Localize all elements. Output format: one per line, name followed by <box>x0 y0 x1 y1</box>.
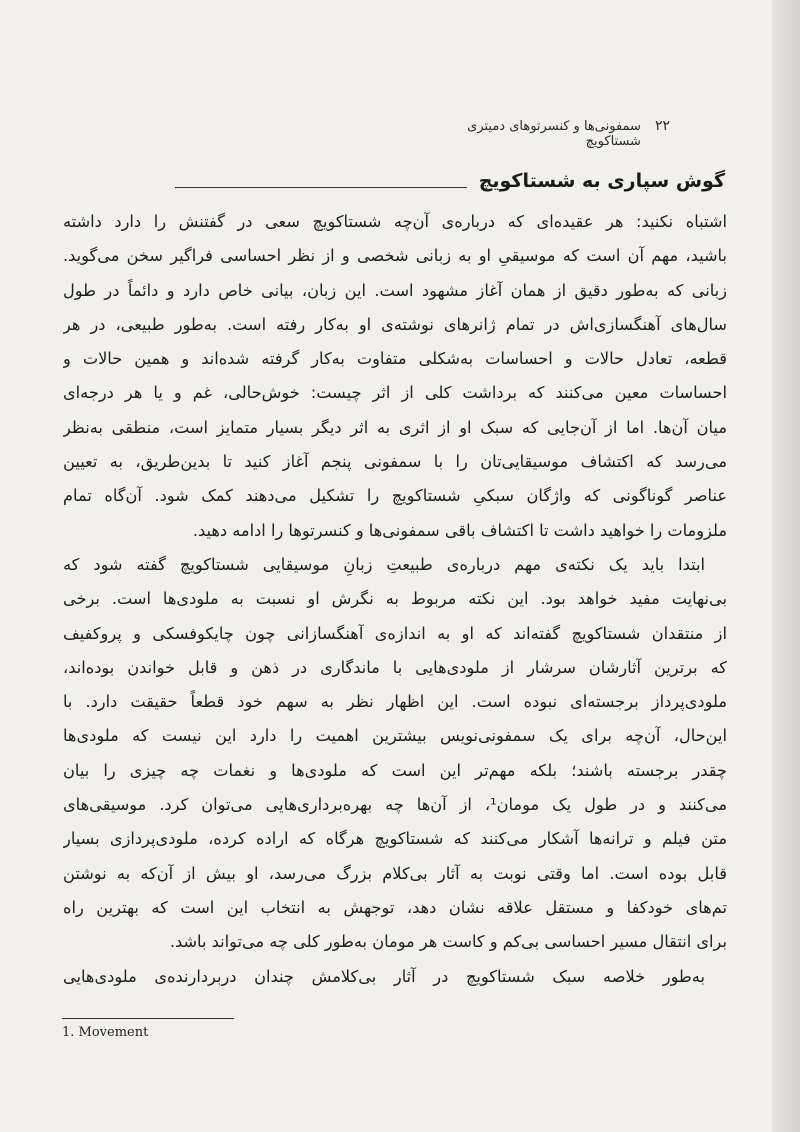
text-line: برای انتقال مسیر احساسی بی‌کم و کاست هر مومان به‌طور کلی چه می‌تواند باشد. <box>169 932 727 952</box>
section-heading <box>65 170 725 200</box>
text-line: تم‌های خودکفا و مستقل علاقه نشان دهد، توجهش به انتخاب این است که بهترین راه <box>63 897 727 917</box>
text-line: زبانی که به‌طور دقیق از همان آغاز مشهود است. این زبان، بیانی خاص دارد و دائماً در طول <box>63 280 727 300</box>
running-title: سمفونی‌ها و کنسرتوهای دمیتری شستاکویچ <box>467 119 641 149</box>
text-line: ابتدا باید یک نکته‌ی مهم درباره‌ی طبیعتِ زبانِ موسیقایی شستاکویچ گفته شود که <box>63 554 705 574</box>
text-line: قطعه، تعادل حالات و احساسات به‌شکلی متفاوت به‌کار گرفته شده‌اند و همین حالات و <box>63 349 727 369</box>
text-line: سال‌های آهنگسازی‌اش در تمام ژانرهای نوشته‌ی او به‌کار رفته است. به‌طور طبیعی، در هر <box>63 314 727 334</box>
text-line: که برترین آثارشان سرشار از ملودی‌هایی با ماندگاری در ذهن و قابل خواندن بوده‌اند، <box>63 657 727 677</box>
heading-rule <box>175 187 467 188</box>
text-line: عناصر گوناگونی که واژگان سبکیِ شستاکویچ را تشکیل می‌دهند کمک شود. آن‌گاه تمام <box>63 486 727 506</box>
text-line: بی‌نهایت مفید خواهد بود. این نکته مربوط به نگرش او نسبت به ملودی‌ها است. برخی <box>63 589 727 609</box>
footnote-rule <box>62 1018 234 1019</box>
text-line: چقدر برجسته باشند؛ بلکه مهم‌تر این است که ملودی‌ها و نغمات چه چیزی را بیان <box>63 760 727 780</box>
page-number: ۲۲ <box>654 118 670 134</box>
text-line: میان آن‌ها. اما از آن‌جایی که سبک او از اثری به اثر دیگر بسیار متمایز است، منطقی به‌نظر <box>63 417 727 437</box>
text-line: قابل بوده است. اما وقتی نوبت به آثار بی‌کلام بزرگ می‌رسد، او بیش از آن‌که به نوشتن <box>63 863 727 883</box>
text-line: از منتقدان شستاکویچ گفته‌اند که او به اندازه‌ی آهنگسازانی چون چایکوفسکی و پروکفیف <box>63 623 727 643</box>
text-line: احساسات معین می‌کنند که برداشت کلی از اثر چیست: خوش‌حالی، غم و یا هر درجه‌ای <box>63 383 727 403</box>
footnote: 1. Movement <box>62 1025 149 1040</box>
text-line: ملزومات را خواهید داشت تا اکتشاف باقی سمفونی‌ها و کنسرتوها را ادامه دهید. <box>192 520 727 540</box>
text-line: باشید، مهم آن است که موسیقیِ او به زبانی شخصی و از نظر احساسی فراگیر سخن می‌گوید. <box>63 246 727 266</box>
text-line: می‌کنند و در طول یک مومان¹، از آن‌ها چه بهره‌برداری‌هایی می‌توان کرد. موسیقی‌های <box>63 795 727 815</box>
body-text <box>63 205 727 994</box>
text-line: ملودی‌پرداز برجسته‌ای نبوده است. این اظهار نظر به سهم خود قطعاً حقیقت دارد. با <box>63 692 727 712</box>
text-line: می‌رسد که اکتشاف موسیقایی‌تان را با سمفونی پنجم آغاز کنید تا بدین‌طریق، به تعیین <box>63 452 727 472</box>
section-title: گوش سپاری به شستاکویچ <box>478 170 725 192</box>
page-edge <box>772 0 800 1132</box>
text-line: متن فیلم و ترانه‌ها آشکار می‌کنند که شستاکویچ هرگاه که اراده کرده، ملودی‌پردازی بسیار <box>63 829 727 849</box>
text-line: اشتباه نکنید: هر عقیده‌ای که درباره‌ی آن‌چه شستاکویچ سعی در گفتنش را دارد داشته <box>63 212 727 231</box>
text-line: این‌حال، آن‌چه برای یک سمفونی‌نویس بیشترین اهمیت را دارد این نیست که ملودی‌ها <box>63 726 727 746</box>
running-header <box>420 118 670 149</box>
text-line: به‌طور خلاصه سبک شستاکویچ در آثار بی‌کلامش چندان دربردارنده‌ی ملودی‌هایی <box>63 966 705 986</box>
